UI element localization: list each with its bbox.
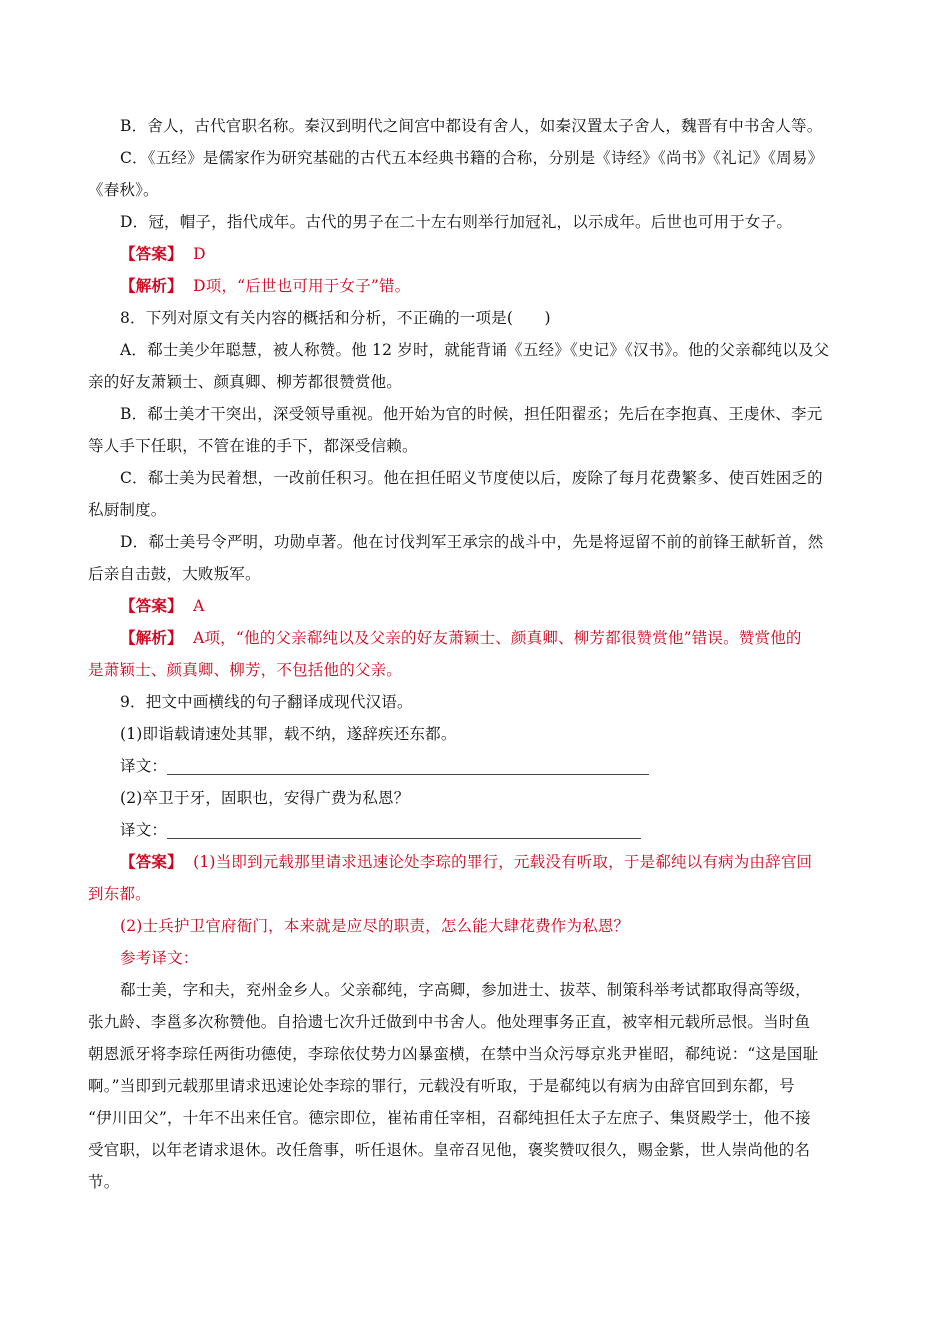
analysis-text: D项，“后世也可用于女子”错。 bbox=[193, 277, 411, 295]
q8-answer bbox=[88, 590, 868, 622]
translation-blank-1[interactable] bbox=[167, 756, 649, 775]
q8-option-d: D．郗士美号令严明，功勋卓著。他在讨伐判军王承宗的战斗中，先是将逗留不前的前锋王献斩首，然 bbox=[120, 533, 824, 551]
q7-analysis bbox=[88, 270, 868, 302]
translation-label: 译文： bbox=[120, 757, 168, 775]
q8-analysis bbox=[88, 622, 868, 654]
q7-option-c-cont: 《春秋》。 bbox=[88, 181, 159, 199]
reference-paragraph-line: 朝恩派牙将李琮任两街功德使，李琮依仗势力凶暴蛮横，在禁中当众污辱京兆尹崔昭，郗纯说：“这是国耻 bbox=[88, 1045, 819, 1063]
analysis-text: A项，“他的父亲郗纯以及父亲的好友萧颖士、颜真卿、柳芳都很赞赏他”错误。赞赏他的 bbox=[193, 629, 802, 647]
reference-paragraph-line: “伊川田父”，十年不出来任官。德宗即位，崔祐甫任宰相，召郗纯担任太子左庶子、集贤殿学士，他不接 bbox=[88, 1109, 811, 1127]
q9-translation-1 bbox=[88, 750, 868, 782]
q7-answer bbox=[88, 238, 868, 270]
reference-paragraph-line: 节。 bbox=[88, 1173, 120, 1191]
answer-label: 【答案】 bbox=[120, 596, 183, 615]
document-page bbox=[88, 110, 868, 1198]
answer-label: 【答案】 bbox=[120, 852, 183, 871]
reference-paragraph-line: 受官职，以年老请求退休。改任詹事，听任退休。皇帝召见他，褒奖赞叹很久，赐金紫，世人崇尚他的名 bbox=[88, 1141, 811, 1159]
q9-answer-cont: 到东都。 bbox=[88, 885, 151, 903]
reference-paragraph-line: 张九龄、李邕多次称赞他。自拾遗七次升迁做到中书舍人。他处理事务正直，被宰相元载所忌恨。当时鱼 bbox=[88, 1013, 811, 1031]
reference-translation-label: 参考译文： bbox=[120, 949, 199, 967]
answer-value: D bbox=[193, 245, 206, 263]
q8-option-c: C．郗士美为民着想，一改前任积习。他在担任昭义节度使以后，废除了每月花费繁多、使百姓困乏的 bbox=[120, 469, 823, 487]
answer-value: A bbox=[193, 597, 205, 615]
q7-option-c: C．《五经》是儒家作为研究基础的古代五本经典书籍的合称，分别是《诗经》《尚书》《礼记》《周易》 bbox=[120, 149, 824, 167]
q7-option-d: D．冠，帽子，指代成年。古代的男子在二十左右则举行加冠礼，以示成年。后世也可用于女子。 bbox=[120, 213, 793, 231]
q8-stem: 8．下列对原文有关内容的概括和分析，不正确的一项是( ) bbox=[120, 309, 551, 327]
reference-paragraph-line: 郗士美，字和夫，兖州金乡人。父亲郗纯，字高卿，参加进士、拔萃、制策科举考试都取得高等级， bbox=[120, 981, 811, 999]
translation-blank-2[interactable] bbox=[167, 820, 641, 839]
q8-option-c-cont: 私厨制度。 bbox=[88, 501, 167, 519]
q7-option-b: B．舍人，古代官职名称。秦汉到明代之间宫中都设有舍人，如秦汉置太子舍人，魏晋有中书舍人等。 bbox=[120, 117, 823, 135]
q9-answer bbox=[88, 846, 868, 878]
translation-label: 译文： bbox=[120, 821, 168, 839]
q9-translation-2 bbox=[88, 814, 868, 846]
q8-option-b-cont: 等人手下任职，不管在谁的手下，都深受信赖。 bbox=[88, 437, 418, 455]
q8-option-b: B．郗士美才干突出，深受领导重视。他开始为官的时候，担任阳翟丞；先后在李抱真、王虔休、李元 bbox=[120, 405, 823, 423]
q9-stem: 9．把文中画横线的句子翻译成现代汉语。 bbox=[120, 693, 413, 711]
q8-option-d-cont: 后亲自击鼓，大败叛军。 bbox=[88, 565, 261, 583]
answer-label: 【答案】 bbox=[120, 244, 183, 263]
answer-text-1: (1)当即到元载那里请求迅速论处李琮的罪行，元载没有听取，于是郗纯以有病为由辞官回 bbox=[193, 853, 813, 871]
q9-answer-2: (2)士兵护卫官府衙门，本来就是应尽的职责，怎么能大肆花费作为私恩？ bbox=[120, 917, 630, 935]
q9-sentence-1: (1)即诣载请速处其罪，载不纳，遂辞疾还东都。 bbox=[120, 725, 457, 743]
analysis-label: 【解析】 bbox=[120, 628, 183, 647]
q8-option-a: A．郗士美少年聪慧，被人称赞。他 12 岁时，就能背诵《五经》《史记》《汉书》。他的父亲郗纯以及父 bbox=[120, 341, 830, 359]
reference-paragraph-line: 啊。”当即到元载那里请求迅速论处李琮的罪行，元载没有听取，于是郗纯以有病为由辞官回到东都，号 bbox=[88, 1077, 795, 1095]
q9-sentence-2: (2)卒卫于牙，固职也，安得广费为私恩？ bbox=[120, 789, 410, 807]
q8-analysis-cont: 是萧颖士、颜真卿、柳芳，不包括他的父亲。 bbox=[88, 661, 403, 679]
q8-option-a-cont: 亲的好友萧颖士、颜真卿、柳芳都很赞赏他。 bbox=[88, 373, 403, 391]
analysis-label: 【解析】 bbox=[120, 276, 183, 295]
